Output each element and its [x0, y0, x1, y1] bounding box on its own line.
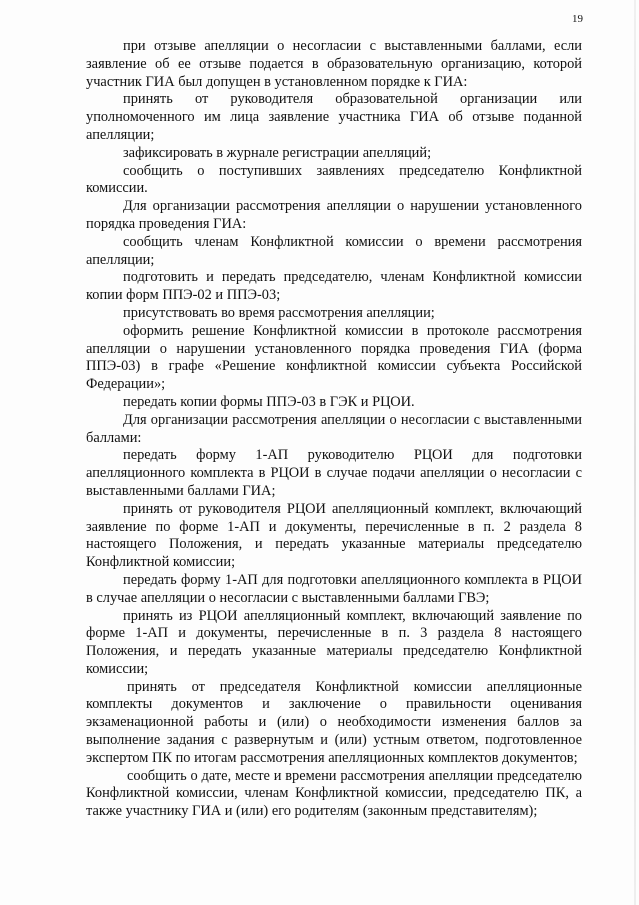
paragraph-withdrawal-condition: при отзыве апелляции о несогласии с выставленными баллами, если заявление об ее отзыве подается в образовательную организацию, которой участник ГИА был допущен в установленном порядке к ГИА: [86, 38, 582, 90]
paragraph-notify-chair: сообщить о поступивших заявлениях председателю Конфликтной комиссии. [86, 162, 582, 197]
paragraph-record-decision: оформить решение Конфликтной комиссии в протоколе рассмотрения апелляции о нарушении установленного порядка проведения ГИА (форма ППЭ-03) в графе «Решение конфликтной комиссии субъекта Российской Федерации»; [86, 322, 582, 393]
document-body [86, 38, 582, 821]
paragraph-notify-members: сообщить членам Конфликтной комиссии о времени рассмотрения апелляции; [86, 233, 582, 268]
paragraph-attend-review: присутствовать во время рассмотрения апелляции; [123, 304, 435, 321]
page-number: 19 [572, 13, 583, 25]
paragraph-violation-header: Для организации рассмотрения апелляции о нарушении установленного порядка проведения ГИА: [86, 198, 582, 232]
paragraph-accept-kit-gia: принять от руководителя РЦОИ апелляционный комплект, включающий заявление по форме 1-АП и документы, перечисленные в п. 2 раздела 8 настоящего Положения, и передать указанные материалы председателю Конфликтной комиссии; [86, 500, 582, 571]
paragraph-notify-review-details: сообщить о дате, месте и времени рассмотрения апелляции председателю Конфликтной комиссии, членам Конфликтной комиссии, председателю ПК, а также участнику ГИА и (или) его родителям (законным представителям); [86, 767, 582, 820]
paragraph-prepare-copies: подготовить и передать председателю, членам Конфликтной комиссии копии форм ППЭ-02 и ППЭ-03; [86, 269, 582, 304]
paragraph-accept-withdrawal: принять от руководителя образовательной организации или уполномоченного им лица заявление участника ГИА об отзыве поданной апелляции; [86, 91, 582, 143]
paragraph-send-copies: передать копии формы ППЭ-03 в ГЭК и РЦОИ. [123, 393, 415, 410]
scan-edge-shadow [634, 0, 636, 905]
paragraph-send-form-gve: передать форму 1-АП для подготовки апелляционного комплекта в РЦОИ в случае апелляции о несогласии с выставленными баллами ГВЭ; [86, 571, 582, 606]
paragraph-accept-conclusion: принять от председателя Конфликтной комиссии апелляционные комплекты документов и заключение о правильности оценивания экзаменационной работы и (или) о необходимости изменения баллов за выполнение задания с развернутым и (или) устным ответом, подготовленное экспертом ПК по итогам рассмотрения апелляционных комплектов документов; [86, 678, 582, 766]
paragraph-send-form-gia: передать форму 1-АП руководителю РЦОИ для подготовки апелляционного комплекта в РЦОИ в случае подачи апелляции о несогласии с выставленными баллами ГИА; [86, 447, 582, 499]
paragraph-disagreement-header: Для организации рассмотрения апелляции о несогласии с выставленными баллами: [86, 411, 582, 446]
paragraph-register-log: зафиксировать в журнале регистрации апелляций; [123, 144, 432, 161]
paragraph-accept-kit-gve: принять из РЦОИ апелляционный комплект, включающий заявление по форме 1-АП и документы, перечисленные в п. 3 раздела 8 настоящего Положения, и передать указанные материалы председателю Конфликтной комиссии; [86, 607, 582, 677]
